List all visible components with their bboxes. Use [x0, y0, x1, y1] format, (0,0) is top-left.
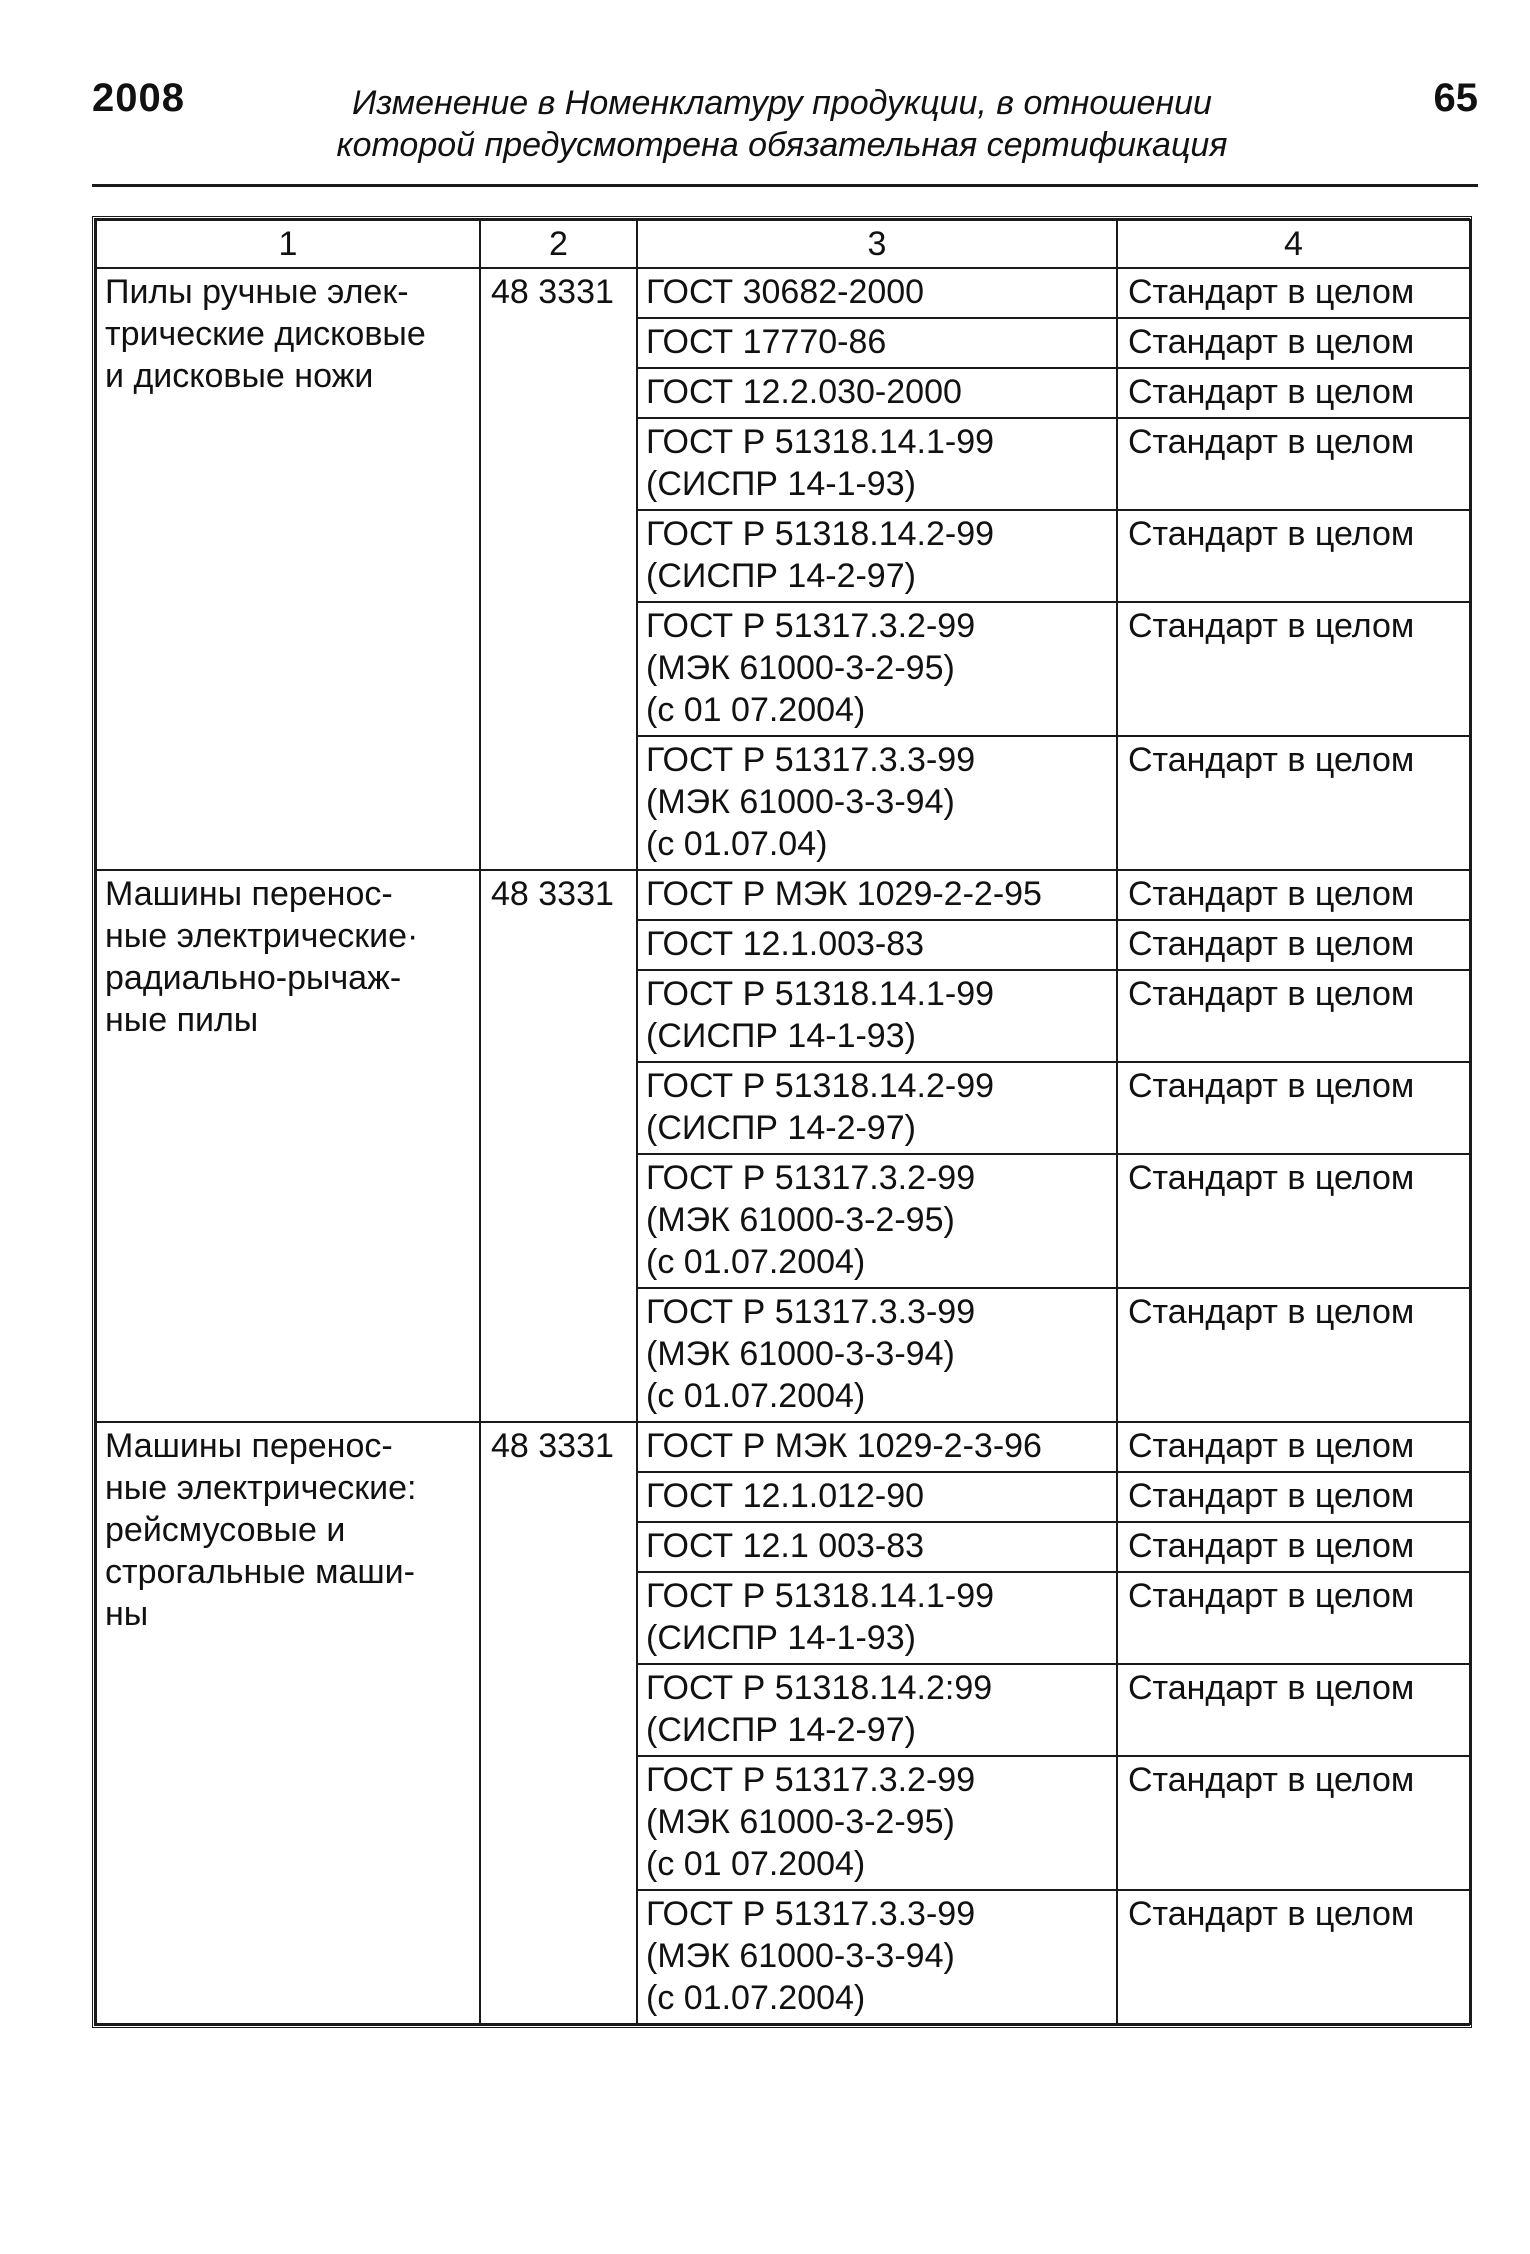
requirement-scope-cell: Стандарт в целом	[1117, 602, 1470, 736]
requirement-scope-cell: Стандарт в целом	[1117, 1288, 1470, 1422]
standards-table-frame	[92, 216, 1472, 2028]
table-row	[96, 870, 1470, 920]
standard-designation-cell: ГОСТ 17770-86	[637, 318, 1117, 368]
column-header-4: 4	[1117, 220, 1470, 268]
standard-designation-cell: ГОСТ Р 51317.3.2-99 (МЭК 61000-3-2-95) (с 01 07.2004)	[637, 1756, 1117, 1890]
standard-designation-cell: ГОСТ 12.2.030-2000	[637, 368, 1117, 418]
requirement-scope-cell: Стандарт в целом	[1117, 1154, 1470, 1288]
table-body	[96, 268, 1470, 2024]
page-number: 65	[1433, 76, 1478, 120]
requirement-scope-cell: Стандарт в целом	[1117, 970, 1470, 1062]
page-title-line-1: Изменение в Номенклатуру продукции, в отношении	[352, 84, 1212, 122]
column-number-row	[96, 220, 1470, 268]
product-code-cell: 48 3331	[480, 1422, 637, 2024]
standard-designation-cell: ГОСТ Р 51317.3.3-99 (МЭК 61000-3-3-94) (с 01.07.04)	[637, 736, 1117, 870]
requirement-scope-cell: Стандарт в целом	[1117, 318, 1470, 368]
page-header	[92, 72, 1478, 187]
page-title-line-2: которой предусмотрена обязательная сертификация	[336, 126, 1228, 164]
standard-designation-cell: ГОСТ Р 51318.14.2-99 (СИСПР 14-2-97)	[637, 510, 1117, 602]
requirement-scope-cell: Стандарт в целом	[1117, 1664, 1470, 1756]
standard-designation-cell: ГОСТ Р 51317.3.2-99 (МЭК 61000-3-2-95) (с 01 07.2004)	[637, 602, 1117, 736]
table-row	[96, 268, 1470, 318]
table-row	[96, 1422, 1470, 1472]
requirement-scope-cell: Стандарт в целом	[1117, 418, 1470, 510]
product-code-cell: 48 3331	[480, 268, 637, 870]
requirement-scope-cell: Стандарт в целом	[1117, 1756, 1470, 1890]
requirement-scope-cell: Стандарт в целом	[1117, 1472, 1470, 1522]
standard-designation-cell: ГОСТ 12.1 003-83	[637, 1522, 1117, 1572]
standard-designation-cell: ГОСТ 12.1.003-83	[637, 920, 1117, 970]
requirement-scope-cell: Стандарт в целом	[1117, 920, 1470, 970]
standards-table	[95, 219, 1471, 2025]
standard-designation-cell: ГОСТ Р МЭК 1029-2-2-95	[637, 870, 1117, 920]
page-title	[282, 82, 1282, 166]
column-header-3: 3	[637, 220, 1117, 268]
product-name-cell: Пилы ручные элек- трические дисковые и дисковые ножи	[96, 268, 480, 870]
requirement-scope-cell: Стандарт в целом	[1117, 510, 1470, 602]
product-code-cell: 48 3331	[480, 870, 637, 1422]
requirement-scope-cell: Стандарт в целом	[1117, 1062, 1470, 1154]
requirement-scope-cell: Стандарт в целом	[1117, 1890, 1470, 2024]
standard-designation-cell: ГОСТ Р 51318.14.2-99 (СИСПР 14-2-97)	[637, 1062, 1117, 1154]
standard-designation-cell: ГОСТ Р 51318.14.2:99 (СИСПР 14-2-97)	[637, 1664, 1117, 1756]
standard-designation-cell: ГОСТ Р 51317.3.3-99 (МЭК 61000-3-3-94) (с 01.07.2004)	[637, 1288, 1117, 1422]
requirement-scope-cell: Стандарт в целом	[1117, 1572, 1470, 1664]
column-header-2: 2	[480, 220, 637, 268]
standard-designation-cell: ГОСТ Р 51317.3.2-99 (МЭК 61000-3-2-95) (с 01.07.2004)	[637, 1154, 1117, 1288]
requirement-scope-cell: Стандарт в целом	[1117, 736, 1470, 870]
standard-designation-cell: ГОСТ Р 51317.3.3-99 (МЭК 61000-3-3-94) (с 01.07.2004)	[637, 1890, 1117, 2024]
requirement-scope-cell: Стандарт в целом	[1117, 1522, 1470, 1572]
standard-designation-cell: ГОСТ 30682-2000	[637, 268, 1117, 318]
requirement-scope-cell: Стандарт в целом	[1117, 268, 1470, 318]
standard-designation-cell: ГОСТ Р МЭК 1029-2-3-96	[637, 1422, 1117, 1472]
standard-designation-cell: ГОСТ 12.1.012-90	[637, 1472, 1117, 1522]
requirement-scope-cell: Стандарт в целом	[1117, 368, 1470, 418]
column-header-1: 1	[96, 220, 480, 268]
standard-designation-cell: ГОСТ Р 51318.14.1-99 (СИСПР 14-1-93)	[637, 1572, 1117, 1664]
standard-designation-cell: ГОСТ Р 51318.14.1-99 (СИСПР 14-1-93)	[637, 418, 1117, 510]
product-name-cell: Машины перенос- ные электрические: рейсмусовые и строгальные маши- ны	[96, 1422, 480, 2024]
product-name-cell: Машины перенос- ные электрические· радиально-рычаж- ные пилы	[96, 870, 480, 1422]
requirement-scope-cell: Стандарт в целом	[1117, 870, 1470, 920]
standard-designation-cell: ГОСТ Р 51318.14.1-99 (СИСПР 14-1-93)	[637, 970, 1117, 1062]
requirement-scope-cell: Стандарт в целом	[1117, 1422, 1470, 1472]
year-label: 2008	[92, 76, 185, 120]
